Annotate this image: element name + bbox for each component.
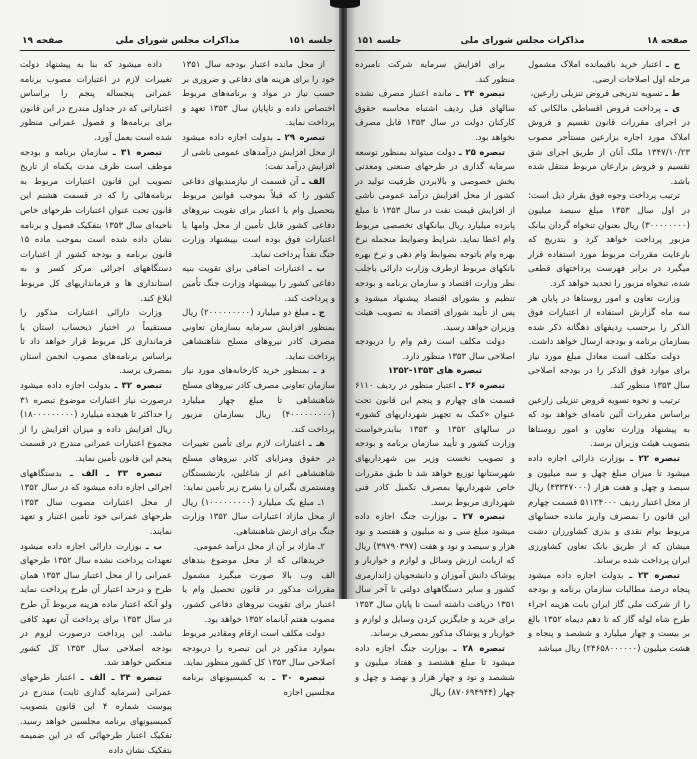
clause-label: ج ـ bbox=[312, 308, 325, 319]
clause-label: تبصره ۲۷ ـ bbox=[453, 512, 505, 523]
paragraph-text: بدولت اجازه داده میشود پنجاه درصد مطالبات سازمان برنامه و بودجه را از شرکت ملی گاز ایران بابت هزینه اجراء طرح شاه لوله گاز که تا دهم دیماه ۱۳۵۲ بالغ بر بیست و چهار میلیارد و ششصد و پنجاه و هشت میلیون (۲۴۶۵۸۰۰۰۰۰۰) ریال میباشد bbox=[528, 570, 690, 654]
paragraph bbox=[182, 540, 335, 555]
paragraph-text: تسویه تدریجی قروض تنزیلی زارعین، bbox=[530, 89, 663, 100]
paragraph-text: وزارت تعاون و امور روستاها در پایان هر سه ماه گزارش استفاده از اعتبارات فوق الذکر را برحسب ردیفهای دهگانه ذکر شده بسازمان برنامه و بودجه ارسال خواهد داشت. bbox=[528, 293, 690, 348]
paragraph-text: برای افزایش سرمایه شرکت نامبرده منظور کند. bbox=[355, 60, 515, 85]
paragraph bbox=[528, 394, 690, 452]
paragraph bbox=[20, 540, 172, 671]
clause-label: تبصره ۳۱ ـ bbox=[112, 147, 162, 158]
paragraph bbox=[528, 189, 690, 291]
paragraph-text: اعتبارات اضافی برای تقویت بنیه دفاعی کشور را بپیشنهاد وزارت جنگ تأمین و پرداخت کند. bbox=[182, 264, 335, 304]
left-page bbox=[0, 0, 345, 756]
paragraph-text: بدولت اجازه داده میشود درصورت نیاز اعتبارات موضوع تبصره ۳۱ را حداکثر تا هیجده میلیارد (۱۸۰۰۰۰۰۰۰۰۰) ریال افزایش داده و میزان افزایش را از مجموع اعتبارات عمرانی مندرج در قسمت پنجم این قانون تأمین نماید. bbox=[20, 381, 172, 465]
paragraph bbox=[528, 350, 690, 394]
clause-label: تبصره ۳۴ ـ الف ـ bbox=[80, 672, 162, 683]
clause-label: تبصره ۳۰ ـ bbox=[272, 672, 325, 683]
paragraph-text: ترتیب و نحوه تسویه قروض تنزیلی زارعین براساس مقررات آئین نامه‌ای خواهد بود که به پیشنهاد وزارت تعاون و امور روستاها بتصویب هیئت وزیران برسد. bbox=[528, 395, 690, 450]
clause-label: ح ـ bbox=[665, 60, 680, 70]
paragraph bbox=[355, 335, 515, 364]
clause-label: الف ـ bbox=[301, 176, 325, 187]
clause-label: ب ـ bbox=[145, 541, 162, 552]
paragraph-text: اعتبارات لازم برای تأمین تغییرات در حقوق ومزایای کادر نیروهای مسلح شاهنشاهی اعم از شاغلین، بازنشستگان ومستمری بگیران را بشرح زیر تأمین نماید: bbox=[182, 439, 335, 494]
paragraph-text: ۲ـ مازاد بر آن از محل درآمد عمومی. bbox=[193, 541, 325, 552]
paragraph bbox=[182, 627, 335, 671]
paragraph bbox=[528, 292, 690, 350]
paragraph bbox=[20, 467, 172, 540]
right-page bbox=[345, 0, 697, 698]
scan-shadow bbox=[330, 0, 360, 8]
clause-label: تبصره ۲۸ ـ bbox=[453, 643, 505, 654]
clause-label: تبصره ۲۴ ـ bbox=[456, 89, 505, 100]
clause-label: د ـ bbox=[313, 366, 326, 377]
paragraph-text: به کمیسیونهای برنامه مجلسین اجازه bbox=[182, 672, 335, 698]
clause-label: تبصره ۲۳ ـ bbox=[629, 570, 680, 581]
paragraph bbox=[182, 671, 335, 700]
paragraph-text: بدستگاههای اجرائی اجازه داده میشود که در سال ۱۳۵۲ از محل اعتبارات مصوب سال ۱۳۵۳ طرحهای عمرانی خود تأمین اعتبار و تعهد نمایند. bbox=[20, 468, 172, 537]
paragraph bbox=[20, 379, 172, 467]
paragraph-text: از محل مانده اعتبار بودجه سال ۱۳۵۱ خود را برای هزینه های دفاعی و ضروری بر حسب نیاز در مواد و برنامه‌های مربوط اختصاص داده و تاپایان سال ۱۳۵۳ تعهد و پرداخت نماید. bbox=[182, 60, 335, 129]
paragraph-text: دولت میتواند بمنظور توسعه سرمایه گذاری در طرحهای صنعتی ومعدنی بخش خصوصی و بالابردن ظرفیت تولید در کشور از محل افزایش درآمد عمومی ناشی از افزایش قیمت نفت در سال ۱۳۵۳ تا مبلغ پانزده میلیارد ریال ببانکهای تخصصی مربوط وام اعطا نماید. شرایط وضوابط منجمله نرخ بهره وام باتوجه بضوابط وام دهی و نرخ بهره بانکهای مربوط ازطرف وزارت دارائی باجلب نظر وزارت اقتصاد و سازمان برنامه و بودجه تنظیم و بشورای اقتصاد پیشنهاد میشود و پس از تأیید شورای اقتصاد به تصویب هیئت وزیران خواهد رسید. bbox=[355, 147, 515, 333]
page-header bbox=[355, 36, 690, 51]
text-column bbox=[355, 58, 515, 700]
paragraph-text: بوزارت جنگ اجازه داده میشود مبلغ سی و نه میلیون و هفتصد و نود هزار و سیصد و نود و هفت (۳۹۷۹۰۳۹۷) ریال که ازبابت ارزش وسائل و لوازم و خواربار و پوشاک دانش آموزان و دانشجویان ژاندارمری کشور و سایر دستگاههای دولتی تا آخر سال ۱۳۵۱ دریافت داشته است تا پایان سال ۱۳۵۳ برای خرید و جایگزین کردن وسایل و لوازم و خواربار و پوشاک مذکور بمصرف برساند. bbox=[355, 512, 515, 640]
running-title: مذاکرات مجلس شورای ملی bbox=[460, 36, 585, 46]
paragraph-text: پرداخت قروض اقساطی مالکانی که در اجرای مقررات قانون تقسیم و فروش املاک مورد اجاره بزارعین مستأجر مصوب ۱۳۴۷/۱۰/۲۳ ملک آنان از طریق اجرای شق تقسیم و فروش بزارعان مربوط منتقل شده باشد. bbox=[528, 103, 690, 187]
paragraph bbox=[528, 569, 690, 657]
page-header bbox=[20, 36, 335, 51]
paragraph bbox=[20, 58, 172, 146]
paragraph bbox=[20, 671, 172, 759]
paragraph bbox=[355, 87, 515, 145]
paragraph-text: اعتبار منظور در ردیف ۶۱۱۰ قسمت های چهارم و پنجم این قانون تحت عنوان «کمک به تجهیز شهرداریهای کشور» در سالهای ۱۳۵۲ و ۱۳۵۳ بنابدرخواست وزارت کشور و تأیید سازمان برنامه و بودجه و تصویب نخست وزیر بین شهرداریهای شهرستانها توزیع خواهد شد تا طبق مقررات خاص شهرداریها بمصرف تکمیل کادر فنی شهرداری مربوط برسد. bbox=[355, 381, 515, 508]
paragraph-text: بدولت اجازه داده میشود از محل افزایش درآمدهای عمومی ناشی از افزایش درآمد نفت: bbox=[182, 132, 335, 173]
section-heading: تبصره های ۱۳۵۳-۱۳۵۲ bbox=[387, 366, 483, 377]
paragraph-text: بوزارت جنگ اجازه داده میشود تا مبلغ هشتصد و هفتاد میلیون و ششصد و نود و چهار هزار و نهصد و چهل و چهار (۸۷۰۶۹۴۹۴۴) ریال bbox=[355, 643, 515, 698]
paragraph bbox=[182, 306, 335, 364]
paragraph-text: مبلغ دو میلیارد (۲۰۰۰۰۰۰۰۰۰) ریال بمنظور افزایش سرمایه بسازمان تعاونی مصرف کادر نیروهای مسلح شاهنشاهی پرداخت نماید. bbox=[182, 308, 335, 362]
session-number: جلسه ۱۵۱ bbox=[288, 36, 333, 46]
paragraph-text: ۱ـ مبلغ یک میلیارد (۱۰۰۰۰۰۰۰۰۰) ریال از محل مازاد اعتبارات سال ۱۳۵۲ وزارت جنگ برای ارتش شاهنشاهی. bbox=[182, 497, 335, 537]
book-gutter bbox=[339, 0, 347, 599]
paragraph bbox=[528, 58, 690, 87]
text-column bbox=[20, 58, 172, 759]
paragraph bbox=[355, 379, 515, 510]
paragraph bbox=[182, 364, 335, 437]
paragraph-text: بوزارت دارائی اجازه داده میشود تا میزان مبلغ چهل و سه میلیون و سیصد و چهل و هفت هزار (۴۳۳۴۷۰۰۰) ریال از محل اعتبار ردیف ۵۱۱۲۴۰۰۰ قسمت چهارم این قانون را بمصرف واریز مانده حسابهای مربوط بوام نقدی و بذری کشاورزان دشت میشان که از طریق بانک تعاون کشاورزی ایران پرداخت شده برساند. bbox=[528, 454, 690, 567]
paragraph-text: بمنظور خرید کارخانه‌های مورد نیاز سازمان تعاونی مصرف کادر نیروهای مسلح شاهنشاهی تا مبلغ چهار میلیارد (۴۰۰۰۰۰۰۰۰۰) ریال بسازمان مزبور پرداخت کند. bbox=[182, 366, 335, 435]
paragraph-text: اعتبار خرید باقیمانده املاک مشمول مرحله اول اصلاحات ارضی. bbox=[528, 60, 690, 85]
paragraph-text: داده میشود که بنا به پیشنهاد دولت تغییرات لازم در اعتبارات مصوب برنامه عمرانی پنجساله پنجم را براساس اعتباراتی که در جداول مندرج در این قانون برای برنامه‌ها و فصول عمرانی منظور شده است بعمل آورد. bbox=[20, 60, 172, 143]
paragraph-text: دولت مکلف است رقم وام را دربودجه اصلاحی سال ۱۳۵۳ منظور دارد. bbox=[355, 337, 515, 362]
clause-label: تبصره ۳۳ ـ الف ـ bbox=[70, 468, 163, 479]
page-number: صفحه ۱۹ bbox=[22, 36, 64, 46]
running-title: مذاکرات مجلس شورای ملی bbox=[115, 36, 240, 46]
page-number: صفحه ۱۸ bbox=[646, 36, 688, 46]
paragraph bbox=[182, 262, 335, 306]
paragraph-text: آن قسمت از نیازمندیهای دفاعی کشور را که قبلاً بموجب قوانین مربوط بتحصیل وام یا اعتبار برای تقویت نیروهای دفاعی کشور قابل تأمین از محل وامها یا اعتبارات فوق بوده است بپیشنهاد وزارت جنگ نقداً پرداخت نماید. bbox=[182, 176, 335, 260]
clause-label: ی ـ bbox=[664, 103, 680, 114]
paragraph-text: خریدهائی که از محل موضوع بندهای الف وب بالا صورت میگیرد مشمول مقررات مذکور در قانون تحصیل وام یا اعتبار برای تقویت نیروهای دفاعی کشور، مصوب هفتم آبانماه ۱۳۵۲ خواهد بود. bbox=[182, 556, 335, 625]
clause-label: تبصره ۲۲ ـ bbox=[630, 454, 680, 465]
paragraph-text: سازمان برنامه و بودجه موظف است ظرف مدت یکماه از تاریخ تصویب این قانون اعتبارات مربوط به برنامه‌هائی را که در قسمت هشتم این قانون تحت عنوان اعتبارات طرحهای خاص ناحیه‌ای سال ۱۳۵۳ بتفکیک فصول و برنامه نشان داده شده است بموجب ماده ۱۵ قانون برنامه و بودجه کشور از اعتبارات دستگاههای اجرائی مرکز کسر و به استانداری ها و فرمانداریهای کل مربوط ابلاغ کند. bbox=[20, 147, 172, 304]
paragraph-text: ترتیب پرداخت وجوه فوق بقرار ذیل است: در اول سال ۱۳۵۳ مبلغ سیصد میلیون (۳۰۰۰۰۰۰۰۰) ریال بعنوان تنخواه گردان ببانک مزبور پرداخت خواهد کرد و بتدریج که بارعایت مقررات مربوط مورد استفاده قرار میگیرد در برابر فهرست پرداختهای قطعی شده، تنخواه مزبور را تجدید خواهد کرد. bbox=[528, 191, 690, 289]
clause-label: تبصره ۳۲ ـ bbox=[114, 381, 162, 392]
paragraph bbox=[528, 87, 690, 102]
paragraph-text: مانده اعتبار مصرف نشده سالهای قبل ردیف اشتباه محاسبه حقوق کارکنان دولت در سال ۱۳۵۳ قابل مصرف نخواهد بود. bbox=[355, 89, 515, 143]
paragraph bbox=[182, 131, 335, 175]
paragraph bbox=[182, 554, 335, 627]
paragraph bbox=[355, 510, 515, 641]
paragraph-text: دولت مکلف است معادل مبلغ مورد نیاز برای موارد فوق الذکر را در بودجه اصلاحی سال ۱۳۵۳ منظور کند. bbox=[528, 351, 690, 392]
clause-label: تبصره ۲۶ ـ bbox=[459, 381, 505, 392]
paragraph bbox=[20, 306, 172, 379]
clause-label: ط ـ bbox=[665, 89, 680, 100]
paragraph bbox=[182, 437, 335, 495]
paragraph bbox=[355, 58, 515, 87]
text-column bbox=[182, 58, 335, 700]
text-column bbox=[528, 58, 690, 656]
paragraph bbox=[355, 146, 515, 336]
clause-label: تبصره ۲۵ ـ bbox=[458, 147, 505, 158]
session-number: جلسه ۱۵۱ bbox=[357, 36, 402, 46]
paragraph bbox=[182, 175, 335, 263]
paragraph-text: بوزارت دارائی اجازه داده میشود تعهدات پرداخت نشده سال ۱۳۵۲ طرحهای عمرانی را از محل اعتبار سال ۱۳۵۳ همان طرح و درحد اعتبار آن طرح پرداخت نماید ولو آنکه اعتبار ماده هزینه مربوط آن طرح در سال ۱۳۵۳ برای پرداخت آن تعهد کافی نباشد. این پرداخت درصورت لزوم در بودجه اصلاحی سال ۱۳۵۳ کل کشور منعکس خواهد شد. bbox=[20, 541, 173, 669]
paragraph bbox=[528, 452, 690, 569]
paragraph bbox=[20, 146, 172, 307]
paragraph bbox=[355, 642, 515, 700]
paragraph bbox=[182, 496, 335, 540]
clause-label: هـ ـ bbox=[308, 439, 325, 450]
paragraph-text: وزارت دارائی اعتبارات مذکور را مستقیماً در اختیار ذیحساب استان یا فرمانداری کل مربوط قرار خواهد داد تا براساس برنامه‌های مصوب انجمن استان بمصرف برسد. bbox=[20, 308, 172, 377]
paragraph bbox=[182, 58, 335, 131]
paragraph-text: اعتبار طرحهای عمرانی (سرمایه گذاری ثابت) مندرج در پیوست شماره ۴ این قانون بتصویب کمیسیونهای برنامه مجلسین خواهد رسید. تفکیک اعتبار طرحهائی که در این ضمیمه بتفکیک نشان داده bbox=[20, 672, 173, 756]
clause-label: ب ـ bbox=[308, 264, 325, 275]
clause-label: تبصره ۲۹ ـ bbox=[277, 132, 325, 143]
paragraph bbox=[528, 102, 690, 190]
paragraph-text: دولت مکلف است ارقام ومقادیر مربوط بموارد مذکور در این تبصره را دربودجه اصلاحی سال ۱۳۵۳ کل کشور منظور نماید. bbox=[182, 629, 335, 669]
